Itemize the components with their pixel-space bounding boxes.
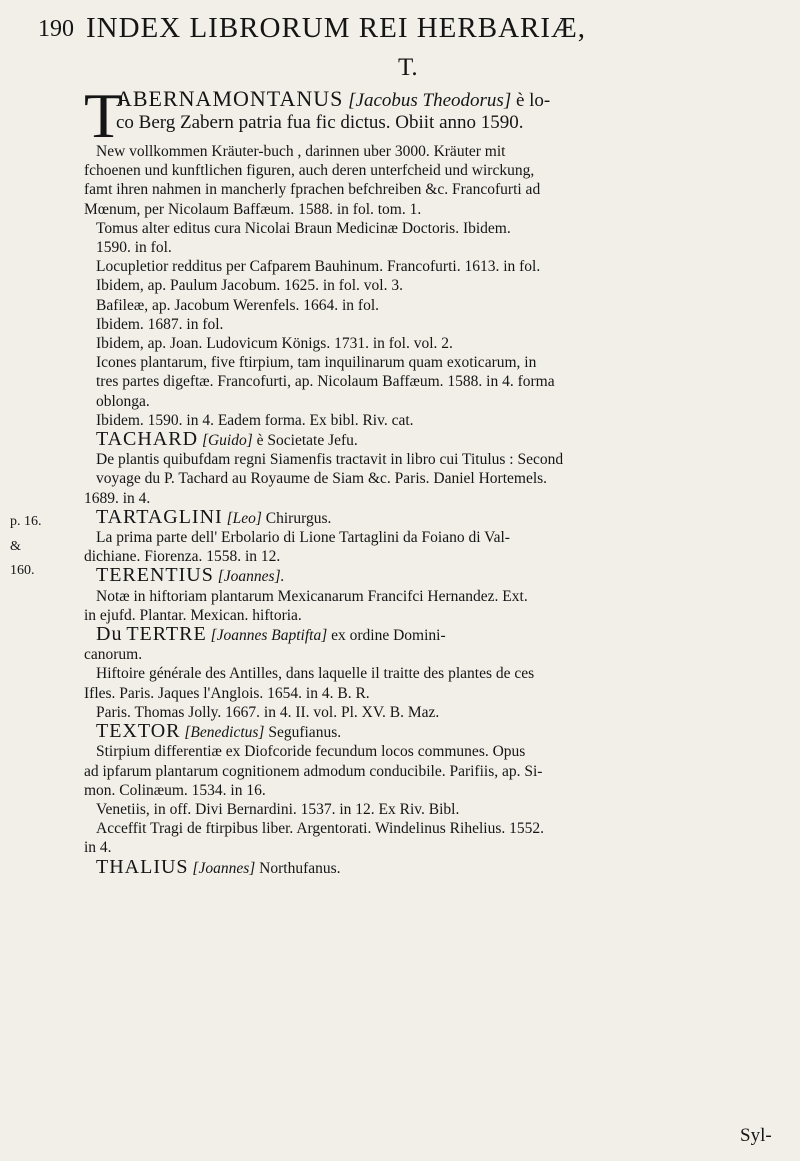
entry-line: Ibidem, ap. Paulum Jacobum. 1625. in fol. vol. 3.: [96, 277, 403, 295]
entry-line: mon. Colinæum. 1534. in 16.: [84, 781, 266, 799]
entry-line: Mœnum, per Nicolaum Baffæum. 1588. in fol. tom. 1.: [84, 200, 422, 218]
author-name: TERENTIUS: [96, 564, 214, 587]
entry-line: dichiane. Fiorenza. 1558. in 12.: [84, 548, 281, 566]
margin-note: p. 16. & 160.: [10, 514, 42, 578]
entry-line: Venetiis, in off. Divi Bernardini. 1537. in 12. Ex Riv. Bibl.: [96, 800, 460, 818]
entry-line: Notæ in hiftoriam plantarum Mexicanarum Francifci Hernandez. Ext.: [96, 587, 528, 605]
heading-rest: è lo-: [515, 90, 551, 111]
entry-line: Ibidem, ap. Joan. Ludovicum Königs. 1731. in fol. vol. 2.: [96, 335, 453, 353]
catchword: Syl-: [740, 1125, 772, 1146]
author-name: ABERNAMONTANUS: [116, 86, 344, 111]
entry-line: in ejufd. Plantar. Mexican. hiftoria.: [84, 606, 302, 624]
entry-line: De plantis quibufdam regni Siamenfis tractavit in libro cui Titulus : Second: [96, 451, 564, 469]
entry-tertre: [84, 625, 784, 722]
heading-rest: è Societate Jefu.: [256, 432, 358, 450]
entry-heading: [84, 88, 784, 112]
entry-line: in 4.: [84, 839, 112, 857]
author-forename: [Joannes].: [217, 568, 285, 586]
author-forename: [Joannes]: [192, 859, 256, 877]
entry-line: Paris. Thomas Jolly. 1667. in 4. II. vol. Pl. XV. B. Maz.: [96, 703, 440, 721]
heading-continuation: co Berg Zabern patria fua fic dictus. Obiit anno 1590.: [116, 112, 524, 133]
author-name: TARTAGLINI: [96, 505, 223, 528]
entry-line: oblonga.: [96, 392, 150, 410]
author-prefix: Du: [96, 623, 123, 646]
author-forename: [Leo]: [226, 509, 262, 527]
author-forename: [Guido]: [201, 432, 253, 450]
entry-terentius: [84, 566, 784, 625]
entry-line: Hiftoire générale des Antilles, dans laquelle il traitte des plantes de ces: [96, 665, 535, 683]
page-number: 190: [38, 16, 74, 42]
entry-thalius: [84, 855, 784, 878]
index-entries: [84, 80, 784, 878]
entry-line: Tomus alter editus cura Nicolai Braun Medicinæ Doctoris. Ibidem.: [96, 219, 511, 237]
author-forename: [Joannes Baptifta]: [210, 627, 328, 645]
entry-line: La prima parte dell' Erbolario di Lione Tartaglini da Foiano di Val-: [96, 529, 510, 547]
entry-line: ad ipfarum plantarum cognitionem admodum conducibile. Parifiis, ap. Si-: [84, 762, 543, 780]
entry-line: New vollkommen Kräuter-buch , darinnen uber 3000. Kräuter mit: [96, 143, 506, 160]
entry-line: fchoenen und kunftlichen figuren, auch deren unterfcheid und wirckung,: [84, 162, 535, 180]
author-name: TACHARD: [96, 428, 199, 451]
entry-heading: [84, 722, 784, 742]
entry-line: canorum.: [84, 646, 143, 664]
entry-line: voyage du P. Tachard au Royaume de Siam &c. Paris. Daniel Hortemels.: [96, 470, 548, 488]
heading-rest: Chirurgus.: [265, 509, 332, 527]
heading-rest: ex ordine Domini-: [331, 627, 446, 645]
entry-line: Acceffit Tragi de ftirpibus liber. Argentorati. Windelinus Rihelius. 1552.: [96, 820, 544, 838]
author-name: TERTRE: [126, 623, 207, 646]
heading-rest: Northufanus.: [259, 859, 341, 877]
entry-heading: [84, 430, 784, 450]
author-name: THALIUS: [96, 855, 189, 878]
author-name: TEXTOR: [96, 720, 181, 743]
entry-tartaglini: [84, 505, 784, 567]
entry-heading: [84, 505, 784, 528]
entry-line: Stirpium differentiæ ex Diofcoride fecundum locos communes. Opus: [96, 743, 526, 761]
entry-line: Bafileæ, ap. Jacobum Werenfels. 1664. in fol.: [96, 296, 379, 314]
entry-line: Icones plantarum, five ftirpium, tam inquilinarum quam exoticarum, in: [96, 354, 537, 372]
entry-heading: [84, 855, 784, 878]
entry-line: tres partes digeftæ. Francofurti, ap. Nicolaum Baffæum. 1588. in 4. forma: [96, 373, 555, 391]
entry-line: Ibidem. 1687. in fol.: [96, 315, 224, 333]
heading-rest: Segufianus.: [268, 724, 342, 742]
entry-textor: [84, 722, 784, 857]
entry-line: 1590. in fol.: [96, 239, 172, 257]
author-forename: [Jacobus Theodorus]: [348, 90, 512, 111]
drop-cap: T: [84, 80, 124, 151]
entry-line: Ibidem. 1590. in 4. Eadem forma. Ex bibl. Riv. cat.: [96, 411, 414, 429]
running-title: INDEX LIBRORUM REI HERBARIÆ,: [86, 12, 587, 44]
entry-line: famt ihren nahmen in mancherly fprachen befchreiben &c. Francofurti ad: [84, 181, 541, 199]
entry-line: 1689. in 4.: [84, 489, 151, 507]
entry-heading: [84, 566, 784, 586]
entry-tabernaemontanus: [84, 80, 784, 430]
author-forename: [Benedictus]: [184, 724, 265, 742]
entry-line: Locupletior redditus per Cafparem Bauhinum. Francofurti. 1613. in fol.: [96, 258, 541, 276]
entry-line: Ifles. Paris. Jaques l'Anglois. 1654. in 4. B. R.: [84, 684, 370, 702]
entry-tachard: [84, 430, 784, 508]
section-letter: T.: [398, 54, 418, 81]
entry-heading: [84, 625, 784, 645]
